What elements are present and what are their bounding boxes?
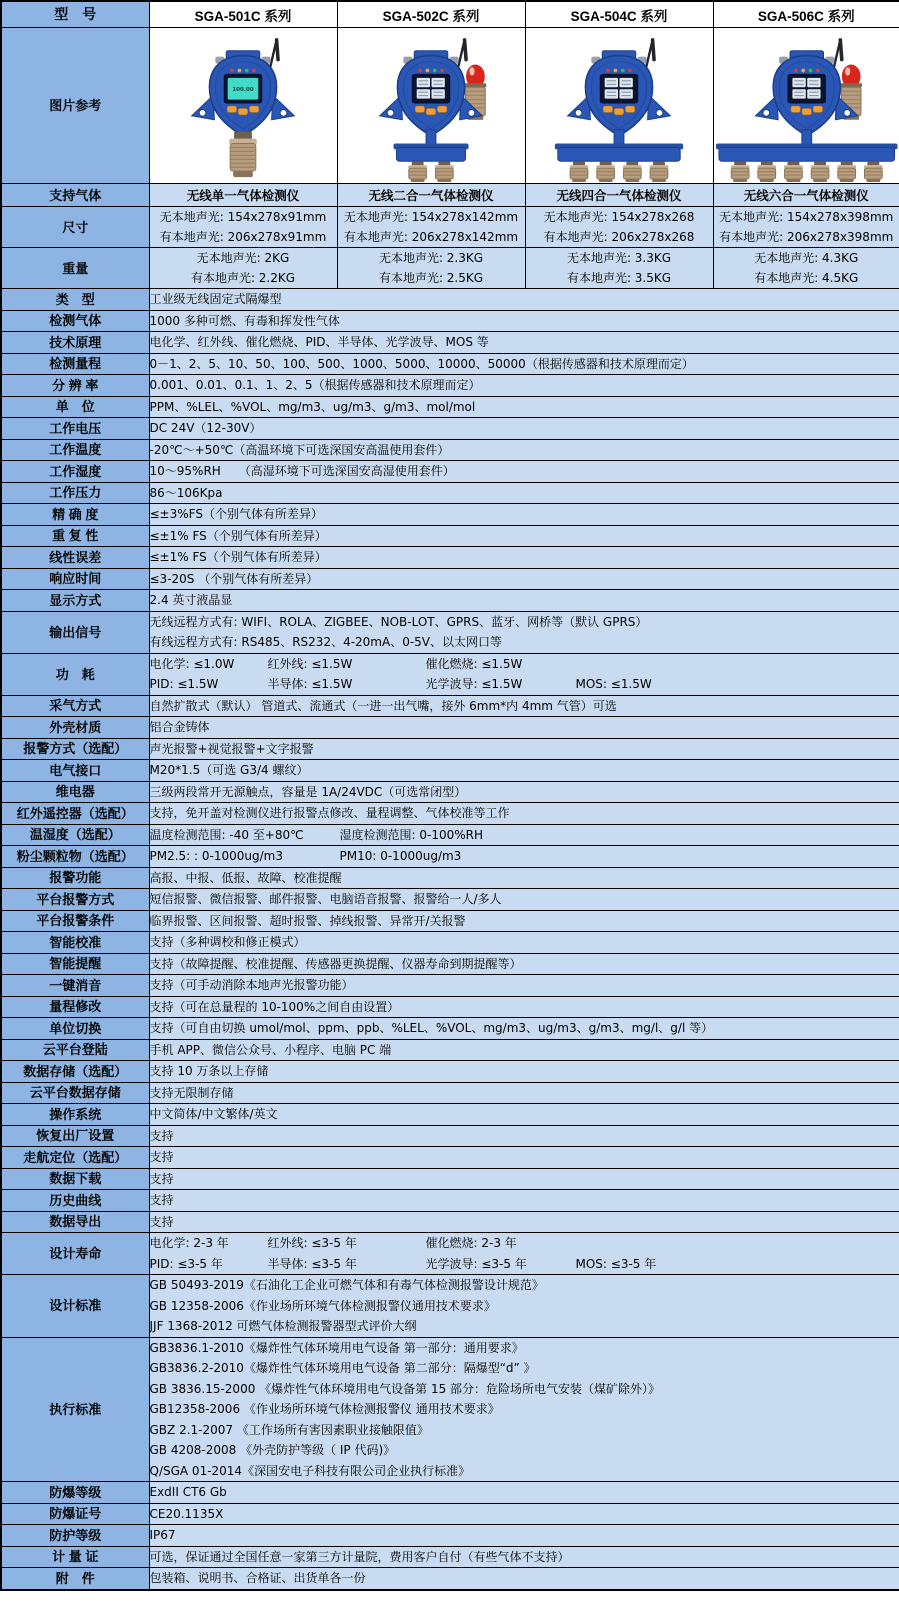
- spec-row-5: [1, 396, 899, 418]
- spec-row-28: [1, 932, 899, 954]
- spec-row-41: [1, 1211, 899, 1233]
- spec-value-line: GB12358-2006 《作业场所环境气体检测报警仪 通用技术要求》: [149, 1402, 500, 1416]
- spec-label: 设计寿命: [1, 1233, 149, 1275]
- spec-row-19: [1, 738, 899, 760]
- spec-row-43: [1, 1275, 899, 1338]
- weight-line: 无本地声光: 4.3KG: [754, 251, 859, 265]
- spec-value: [149, 1104, 899, 1126]
- spec-value: [149, 717, 899, 739]
- spec-value: [149, 953, 899, 975]
- device-image-cell: [149, 28, 337, 184]
- spec-row-44: [1, 1337, 899, 1482]
- weight-value-1: [337, 248, 525, 289]
- spec-label: 操作系统: [1, 1104, 149, 1126]
- spec-row-9: [1, 482, 899, 504]
- spec-value-line: 0－1、2、5、10、50、100、500、1000、5000、10000、50000（根据传感器和技术原理而定）: [149, 356, 694, 371]
- spec-value-line: 自然扩散式（默认） 管道式、流通式（一进一出气嘴，接外 6mm*内 4mm 气管）可选: [149, 698, 617, 713]
- model-header-3: SGA-506C 系列: [713, 1, 899, 28]
- spec-value: [149, 504, 899, 526]
- support-value-2: 无线四合一气体检测仪: [525, 184, 713, 207]
- spec-row-49: [1, 1568, 899, 1590]
- spec-value: [149, 1061, 899, 1083]
- spec-row-36: [1, 1104, 899, 1126]
- spec-label: 智能提醒: [1, 953, 149, 975]
- spec-row-34: [1, 1061, 899, 1083]
- spec-value: [149, 547, 899, 569]
- spec-value-segment: 光学波导: ≤1.5W: [425, 677, 523, 691]
- spec-row-25: [1, 867, 899, 889]
- spec-label: 恢复出厂设置: [1, 1125, 149, 1147]
- spec-label: 功 耗: [1, 653, 149, 695]
- spec-label: 红外遥控器（选配）: [1, 803, 149, 825]
- spec-value: [149, 781, 899, 803]
- spec-label: 防护等级: [1, 1525, 149, 1547]
- spec-value-line: GB 4208-2008 《外壳防护等级（ IP 代码)》: [149, 1443, 396, 1457]
- spec-value-line: GB 12358-2006《作业场所环境气体检测报警仪通用技术要求》: [149, 1298, 496, 1313]
- spec-table-body: [1, 1, 899, 1590]
- spec-label: 粉尘颗粒物（选配）: [1, 846, 149, 868]
- spec-value-line: ≤3-20S （个别气体有所差异）: [149, 571, 319, 586]
- spec-value-line: [150, 674, 899, 695]
- weight-line: 有本地声光: 2.5KG: [378, 271, 484, 285]
- spec-row-30: [1, 975, 899, 997]
- size-row-label: 尺寸: [1, 207, 149, 248]
- spec-label: 平台报警方式: [1, 889, 149, 911]
- device-image-cell: [713, 28, 899, 184]
- spec-value-segment: 湿度检测范围: 0-100%RH: [339, 827, 483, 842]
- spec-label: 防爆等级: [1, 1482, 149, 1504]
- spec-row-37: [1, 1125, 899, 1147]
- spec-value-line: 86～106Kpa: [149, 485, 223, 500]
- support-value-3: 无线六合一气体检测仪: [713, 184, 899, 207]
- spec-label: 工作压力: [1, 482, 149, 504]
- spec-row-31: [1, 996, 899, 1018]
- spec-row-6: [1, 418, 899, 440]
- spec-value: [149, 803, 899, 825]
- support-row-label: 支持气体: [1, 184, 149, 207]
- size-line: 无本地声光: 154x278x91mm: [159, 210, 327, 224]
- spec-value-line: M20*1.5（可选 G3/4 螺纹）: [149, 763, 309, 777]
- spec-row-17: [1, 695, 899, 717]
- spec-label: 计 量 证: [1, 1546, 149, 1568]
- spec-value-line: CE20.1135X: [149, 1506, 224, 1521]
- spec-value-segment: MOS: ≤3-5 年: [575, 1256, 657, 1271]
- size-value-0: [149, 207, 337, 248]
- size-line: 有本地声光: 206x278x142mm: [343, 230, 519, 244]
- spec-row-27: [1, 910, 899, 932]
- size-value-3: [713, 207, 899, 248]
- spec-value-line: 无线远程方式有: WIFI、ROLA、ZIGBEE、NOB-LOT、GPRS、蓝牙、网桥等（默认 GPRS）: [149, 614, 648, 629]
- spec-value: [149, 1482, 899, 1504]
- spec-row-48: [1, 1546, 899, 1568]
- weight-line: 无本地声光: 2.3KG: [378, 251, 484, 265]
- spec-value-line: JJF 1368-2012 可燃气体检测报警器型式评价大纲: [149, 1319, 417, 1333]
- weight-line: 有本地声光: 4.5KG: [754, 271, 859, 285]
- spec-value-line: 支持（多种调校和修正模式）: [149, 935, 306, 949]
- spec-value-line: 手机 APP、微信公众号、小程序、电脑 PC 端: [149, 1042, 392, 1057]
- spec-row-4: [1, 375, 899, 397]
- spec-value-segment: 温度检测范围: -40 至+80℃: [149, 827, 304, 842]
- model-header-row: [1, 1, 899, 28]
- device-image-cell: [525, 28, 713, 184]
- spec-value-line: ≤±1% FS（个别气体有所差异）: [149, 550, 327, 564]
- spec-row-2: [1, 332, 899, 354]
- weight-value-0: [149, 248, 337, 289]
- spec-value: [149, 611, 899, 653]
- spec-row-35: [1, 1082, 899, 1104]
- model-header-0: SGA-501C 系列: [149, 1, 337, 28]
- spec-value: [149, 824, 899, 846]
- size-row: [1, 207, 899, 248]
- device-illustration-SGA-501C: [150, 28, 336, 183]
- spec-value-line: [150, 1233, 899, 1254]
- spec-value-line: 包装箱、说明书、合格证、出货单各一份: [149, 1571, 366, 1585]
- weight-row-label: 重量: [1, 248, 149, 289]
- spec-label: 数据下载: [1, 1168, 149, 1190]
- spec-value: [149, 332, 899, 354]
- spec-row-22: [1, 803, 899, 825]
- spec-value: [149, 1147, 899, 1169]
- weight-line: 无本地声光: 2KG: [196, 251, 290, 265]
- spec-label: 设计标准: [1, 1275, 149, 1338]
- spec-label: 数据导出: [1, 1211, 149, 1233]
- spec-row-40: [1, 1190, 899, 1212]
- spec-value-line: 2.4 英寸液晶显: [149, 593, 233, 607]
- weight-line: 有本地声光: 2.2KG: [190, 271, 296, 285]
- size-line: 有本地声光: 206x278x268: [543, 230, 695, 244]
- spec-value-line: 支持: [149, 1171, 174, 1186]
- spec-value: [149, 932, 899, 954]
- spec-value-segment: 催化燃烧: ≤1.5W: [425, 656, 523, 671]
- spec-label: 报警功能: [1, 867, 149, 889]
- spec-value-line: 中文简体/中文繁体/英文: [149, 1107, 278, 1121]
- spec-value: [149, 1082, 899, 1104]
- size-line: 无本地声光: 154x278x268: [543, 210, 695, 224]
- device-image-sga-504c: [526, 28, 713, 183]
- spec-row-16: [1, 653, 899, 695]
- spec-value: [149, 738, 899, 760]
- spec-row-15: [1, 611, 899, 653]
- spec-label: 平台报警条件: [1, 910, 149, 932]
- spec-value: [149, 889, 899, 911]
- spec-value-segment: PID: ≤1.5W: [149, 677, 219, 691]
- spec-row-23: [1, 824, 899, 846]
- svg-text:100.00: 100.00: [232, 87, 254, 94]
- size-line: 有本地声光: 206x278x398mm: [719, 230, 894, 244]
- spec-value: [149, 910, 899, 932]
- spec-value: [149, 653, 899, 695]
- spec-value: [149, 1018, 899, 1040]
- spec-value: [149, 996, 899, 1018]
- spec-row-14: [1, 590, 899, 612]
- spec-value-line: 支持（故障提醒、校准提醒、传感器更换提醒、仪器寿命到期提醒等）: [149, 956, 522, 971]
- spec-value-line: IP67: [149, 1528, 176, 1542]
- weight-value-3: [713, 248, 899, 289]
- device-image-sga-502c: [338, 28, 525, 183]
- spec-row-45: [1, 1482, 899, 1504]
- weight-line: 无本地声光: 3.3KG: [566, 251, 672, 265]
- spec-value-line: 支持（可自由切换 umol/mol、ppm、ppb、%LEL、%VOL、mg/m3、ug/m3、g/m3、mg/l、g/l 等）: [149, 1021, 714, 1035]
- spec-value: [149, 1168, 899, 1190]
- device-illustration-SGA-506C: [714, 28, 899, 183]
- spec-value-segment: MOS: ≤1.5W: [575, 677, 652, 691]
- spec-value: [149, 695, 899, 717]
- spec-value-line: GB 3836.15-2000 《爆炸性气体环境用电气设备第 15 部分：危险场所电气安装（煤矿除外）》: [149, 1381, 661, 1396]
- spec-label: 防爆证号: [1, 1503, 149, 1525]
- image-row-label: 图片参考: [1, 28, 149, 184]
- spec-value: [149, 1211, 899, 1233]
- spec-label: 工作湿度: [1, 461, 149, 483]
- spec-value: [149, 482, 899, 504]
- spec-value-segment: PM10: 0-1000ug/m3: [339, 849, 462, 863]
- spec-value-line: 可选，保证通过全国任意一家第三方计量院，费用客户自付（有些气体不支持）: [149, 1549, 570, 1564]
- spec-value: [149, 418, 899, 440]
- spec-value-segment: 半导体: ≤1.5W: [267, 677, 353, 691]
- spec-row-46: [1, 1503, 899, 1525]
- spec-value-line: Q/SGA 01-2014《深国安电子科技有限公司企业执行标准》: [149, 1463, 471, 1478]
- spec-row-7: [1, 439, 899, 461]
- size-value-2: [525, 207, 713, 248]
- spec-label: 类 型: [1, 289, 149, 311]
- spec-row-11: [1, 525, 899, 547]
- spec-value: [149, 568, 899, 590]
- spec-row-3: [1, 353, 899, 375]
- size-line: 无本地声光: 154x278x142mm: [343, 210, 519, 224]
- weight-line: 有本地声光: 3.5KG: [566, 271, 672, 285]
- spec-value: [149, 1568, 899, 1590]
- spec-row-12: [1, 547, 899, 569]
- spec-label: 执行标准: [1, 1337, 149, 1482]
- spec-row-38: [1, 1147, 899, 1169]
- device-image-cell: [337, 28, 525, 184]
- spec-value-line: -20℃～+50℃（高温环境下可选深国安高温使用套件）: [149, 442, 450, 457]
- spec-label: 重 复 性: [1, 525, 149, 547]
- spec-value-line: PPM、%LEL、%VOL、mg/m3、ug/m3、g/m3、mol/mol: [149, 399, 476, 414]
- spec-label: 智能校准: [1, 932, 149, 954]
- model-header-1: SGA-502C 系列: [337, 1, 525, 28]
- spec-value-line: 有线远程方式有: RS485、RS232、4-20mA、0-5V、以太网口等: [149, 635, 503, 649]
- spec-label: 附 件: [1, 1568, 149, 1590]
- spec-row-8: [1, 461, 899, 483]
- spec-row-47: [1, 1525, 899, 1547]
- spec-value: [149, 1039, 899, 1061]
- spec-value-line: GB3836.1-2010《爆炸性气体环境用电气设备 第一部分：通用要求》: [149, 1340, 524, 1355]
- spec-label: 显示方式: [1, 590, 149, 612]
- spec-label: 工作温度: [1, 439, 149, 461]
- spec-row-18: [1, 717, 899, 739]
- weight-value-2: [525, 248, 713, 289]
- spec-value: [149, 1337, 899, 1482]
- spec-label: 单 位: [1, 396, 149, 418]
- spec-value-line: ExdII CT6 Gb: [149, 1485, 227, 1499]
- spec-value-line: 0.001、0.01、0.1、1、2、5（根据传感器和技术原理而定）: [149, 378, 481, 392]
- spec-value-line: 铝合金铸体: [149, 720, 210, 734]
- spec-value-segment: PM2.5: : 0-1000ug/m3: [149, 849, 283, 863]
- image-reference-row: [1, 28, 899, 184]
- spec-value-line: [150, 654, 899, 675]
- spec-value-line: GB 50493-2019《石油化工企业可燃气体和有毒气体检测报警设计规范》: [149, 1278, 544, 1292]
- spec-value: [149, 1546, 899, 1568]
- spec-label: 走航定位（选配）: [1, 1147, 149, 1169]
- spec-label: 外壳材质: [1, 717, 149, 739]
- spec-value-segment: PID: ≤3-5 年: [149, 1256, 223, 1271]
- spec-value: [149, 439, 899, 461]
- spec-value-line: 支持（可在总量程的 10-100%之间自由设置）: [149, 999, 400, 1014]
- spec-row-32: [1, 1018, 899, 1040]
- spec-value-segment: 电化学: 2-3 年: [149, 1236, 229, 1250]
- spec-value-segment: 半导体: ≤3-5 年: [267, 1256, 357, 1271]
- spec-value-line: 支持无限制存储: [149, 1085, 234, 1100]
- size-line: 无本地声光: 154x278x398mm: [719, 210, 894, 224]
- spec-value: [149, 1275, 899, 1338]
- spec-row-33: [1, 1039, 899, 1061]
- spec-label: 云平台登陆: [1, 1039, 149, 1061]
- spec-label: 采气方式: [1, 695, 149, 717]
- spec-value: [149, 1233, 899, 1275]
- spec-value: [149, 846, 899, 868]
- spec-value-line: 支持，免开盖对检测仪进行报警点修改、量程调整、气体校准等工作: [149, 806, 510, 820]
- spec-label: 历史曲线: [1, 1190, 149, 1212]
- spec-label: 线性误差: [1, 547, 149, 569]
- spec-label: 一键消音: [1, 975, 149, 997]
- spec-value: [149, 353, 899, 375]
- spec-value-line: 支持: [149, 1214, 174, 1229]
- spec-value-segment: 红外线: ≤1.5W: [267, 656, 353, 671]
- spec-value-line: GB3836.2-2010《爆炸性气体环境用电气设备 第二部分：隔爆型“d” 》: [149, 1361, 536, 1375]
- device-image-sga-506c: [714, 28, 899, 183]
- spec-label: 工作电压: [1, 418, 149, 440]
- spec-value-line: ≤±1% FS（个别气体有所差异）: [149, 528, 327, 543]
- model-header-2: SGA-504C 系列: [525, 1, 713, 28]
- spec-label: 检测气体: [1, 310, 149, 332]
- spec-value-segment: 催化燃烧: 2-3 年: [425, 1236, 517, 1250]
- spec-value-line: 工业级无线固定式隔爆型: [149, 292, 282, 306]
- spec-value-line: 电化学、红外线、催化燃烧、PID、半导体、光学波导、MOS 等: [149, 335, 489, 349]
- spec-value-line: DC 24V（12-30V）: [149, 421, 262, 435]
- spec-label: 量程修改: [1, 996, 149, 1018]
- spec-value-line: 临界报警、区间报警、超时报警、掉线报警、异常开/关报警: [149, 913, 466, 928]
- device-illustration-SGA-502C: [338, 28, 524, 183]
- spec-value: [149, 1525, 899, 1547]
- spec-value: [149, 1503, 899, 1525]
- spec-row-24: [1, 846, 899, 868]
- spec-value: [149, 975, 899, 997]
- spec-label: 电气接口: [1, 760, 149, 782]
- model-header-label: 型 号: [1, 1, 149, 28]
- spec-label: 单位切换: [1, 1018, 149, 1040]
- support-gas-row: [1, 184, 899, 207]
- spec-value: [149, 525, 899, 547]
- spec-label: 技术原理: [1, 332, 149, 354]
- support-value-0: 无线单一气体检测仪: [149, 184, 337, 207]
- device-illustration-SGA-504C: [526, 28, 712, 183]
- spec-value-line: 支持 10 万条以上存储: [149, 1064, 269, 1078]
- spec-label: 响应时间: [1, 568, 149, 590]
- spec-label: 分 辨 率: [1, 375, 149, 397]
- spec-value: [149, 396, 899, 418]
- spec-value-line: 声光报警+视觉报警+文字报警: [149, 741, 314, 756]
- spec-label: 输出信号: [1, 611, 149, 653]
- spec-value-line: 支持: [149, 1193, 174, 1207]
- spec-row-26: [1, 889, 899, 911]
- spec-value-line: GBZ 2.1-2007 《工作场所有害因素职业接触限值》: [149, 1422, 429, 1437]
- spec-value-line: [150, 846, 899, 867]
- spec-value-line: 三级两段常开无源触点，容量是 1A/24VDC（可选常闭型）: [149, 784, 467, 799]
- support-value-1: 无线二合一气体检测仪: [337, 184, 525, 207]
- spec-row-1: [1, 310, 899, 332]
- spec-value-segment: 红外线: ≤3-5 年: [267, 1236, 357, 1250]
- spec-label: 温湿度（选配）: [1, 824, 149, 846]
- spec-label: 数据存储（选配）: [1, 1061, 149, 1083]
- spec-value-line: 高报、中报、低报、故障、校准提醒: [149, 870, 342, 885]
- spec-value: [149, 760, 899, 782]
- spec-value-line: 支持: [149, 1128, 174, 1143]
- spec-row-0: [1, 289, 899, 311]
- spec-value-segment: 光学波导: ≤3-5 年: [425, 1256, 527, 1271]
- spec-value: [149, 590, 899, 612]
- device-image-sga-501c: [150, 28, 337, 183]
- size-value-1: [337, 207, 525, 248]
- spec-value-line: ≤±3%FS（个别气体有所差异）: [149, 507, 323, 521]
- spec-value-line: 短信报警、微信报警、邮件报警、电脑语音报警、报警给一人/多人: [149, 892, 502, 906]
- spec-row-20: [1, 760, 899, 782]
- spec-value: [149, 867, 899, 889]
- spec-value: [149, 1190, 899, 1212]
- spec-label: 维电器: [1, 781, 149, 803]
- spec-value: [149, 310, 899, 332]
- spec-value-line: 10～95%RH （高湿环境下可选深国安高湿使用套件）: [149, 464, 455, 478]
- spec-value-line: 1000 多种可燃、有毒和挥发性气体: [149, 313, 340, 328]
- spec-row-39: [1, 1168, 899, 1190]
- spec-label: 检测量程: [1, 353, 149, 375]
- spec-value-line: 支持（可手动消除本地声光报警功能）: [149, 978, 354, 992]
- spec-label: 精 确 度: [1, 504, 149, 526]
- spec-value: [149, 1125, 899, 1147]
- spec-value: [149, 375, 899, 397]
- spec-row-29: [1, 953, 899, 975]
- spec-value: [149, 289, 899, 311]
- size-line: 有本地声光: 206x278x91mm: [159, 230, 327, 244]
- spec-label: 报警方式（选配）: [1, 738, 149, 760]
- spec-label: 云平台数据存储: [1, 1082, 149, 1104]
- spec-value-line: 支持: [149, 1150, 174, 1164]
- spec-row-42: [1, 1233, 899, 1275]
- weight-row: [1, 248, 899, 289]
- spec-row-10: [1, 504, 899, 526]
- spec-value-line: [150, 825, 899, 846]
- spec-value-segment: 电化学: ≤1.0W: [149, 656, 235, 671]
- spec-value-line: [150, 1254, 899, 1275]
- spec-row-13: [1, 568, 899, 590]
- spec-row-21: [1, 781, 899, 803]
- spec-value: [149, 461, 899, 483]
